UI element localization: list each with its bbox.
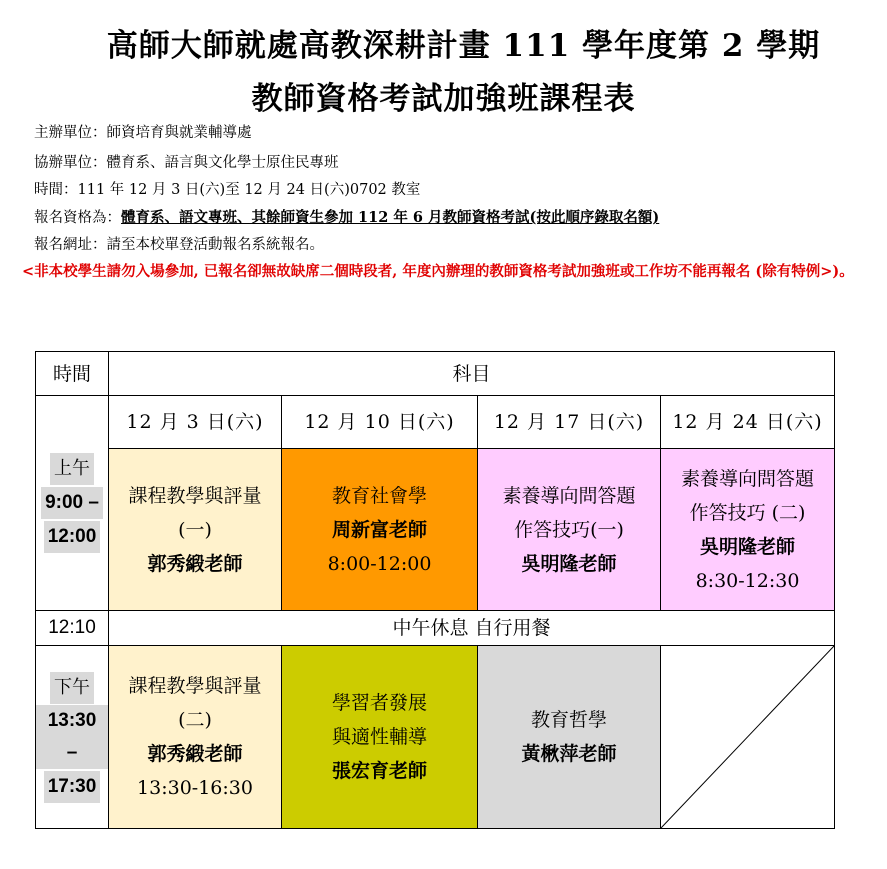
morning-time-end: 12:00 [44,521,101,553]
header-subject: 科目 [109,352,835,396]
afternoon-time-end: 17:30 [44,771,101,803]
session-title: 課程教學與評量 [128,675,262,697]
session-title: 教育哲學 [530,709,607,731]
session-subtitle: 作答技巧(一) [514,518,624,541]
morning-session-1 [109,449,282,611]
schedule-table [35,351,835,829]
time-text: 時間：111 年 12 月 3 日(六)至 12 月 24 日(六)0702 教室 [34,182,421,198]
empty-slot-diagonal [661,646,835,829]
diagonal-line [661,646,834,828]
session-teacher: 周新富老師 [331,518,427,541]
session-hours: 8:00-12:00 [327,552,432,575]
warning-text: <非本校學生請勿入場參加, 已報名卻無故缺席二個時段者, 年度內辦理的教師資格考試加強班或工作坊不能再報名 (除有特例>)。 [22,263,854,280]
session-title: 素養導向問答題 [681,467,815,490]
eligibility-label: 報名資格為： [34,210,121,226]
session-title: 素養導向問答題 [502,484,636,507]
morning-time-start: 9:00 – [41,487,103,519]
date-1: 12 月 3 日(六) [109,396,282,449]
eligibility-value: 體育系、語文專班、其餘師資生參加 112 年 6 月教師資格考試(按此順序錄取名額) [121,209,660,226]
date-2: 12 月 10 日(六) [282,396,478,449]
session-title: 課程教學與評量 [128,484,262,507]
co-organizer-text: 協辦單位：體育系、語言與文化學士原住民專班 [34,155,339,171]
organizer-text: 主辦單位：師資培育與就業輔導處 [34,125,252,141]
session-subtitle: 作答技巧 (二) [689,501,806,524]
title-line-1: 高師大師就處高教深耕計畫 111 學年度第 2 學期 [106,28,821,64]
lunch-text: 中午休息 自行用餐 [109,611,835,646]
session-subtitle: (二) [178,709,212,731]
session-teacher: 吳明隆老師 [521,552,617,575]
afternoon-session-3 [478,646,661,829]
afternoon-time-cell [36,646,109,829]
date-3: 12 月 17 日(六) [478,396,661,449]
session-subtitle: 與適性輔導 [331,726,427,748]
eligibility-text [34,209,659,227]
header-time: 時間 [36,352,109,396]
registration-text: 報名網址：請至本校單登活動報名系統報名。 [34,237,324,253]
session-title: 教育社會學 [331,484,427,507]
session-teacher: 吳明隆老師 [700,535,796,558]
morning-session-3 [478,449,661,611]
session-teacher: 張宏育老師 [331,760,427,782]
session-hours: 8:30-12:30 [695,569,800,592]
lunch-time: 12:10 [36,611,109,646]
session-subtitle: (一) [178,518,212,541]
afternoon-time-start: 13:30 – [36,705,108,769]
morning-time-cell [36,396,109,611]
session-teacher: 黃楸萍老師 [521,743,617,765]
afternoon-label: 下午 [50,672,94,704]
morning-session-4 [661,449,835,611]
session-teacher: 郭秀緞老師 [147,743,243,765]
afternoon-session-1 [109,646,282,829]
session-title: 學習者發展 [331,692,427,714]
session-hours: 13:30-16:30 [137,777,253,799]
morning-label: 上午 [50,453,94,485]
morning-session-2 [282,449,478,611]
title-line-2: 教師資格考試加強班課程表 [251,81,636,117]
afternoon-session-2 [282,646,478,829]
date-4: 12 月 24 日(六) [661,396,835,449]
session-teacher: 郭秀緞老師 [147,552,243,575]
